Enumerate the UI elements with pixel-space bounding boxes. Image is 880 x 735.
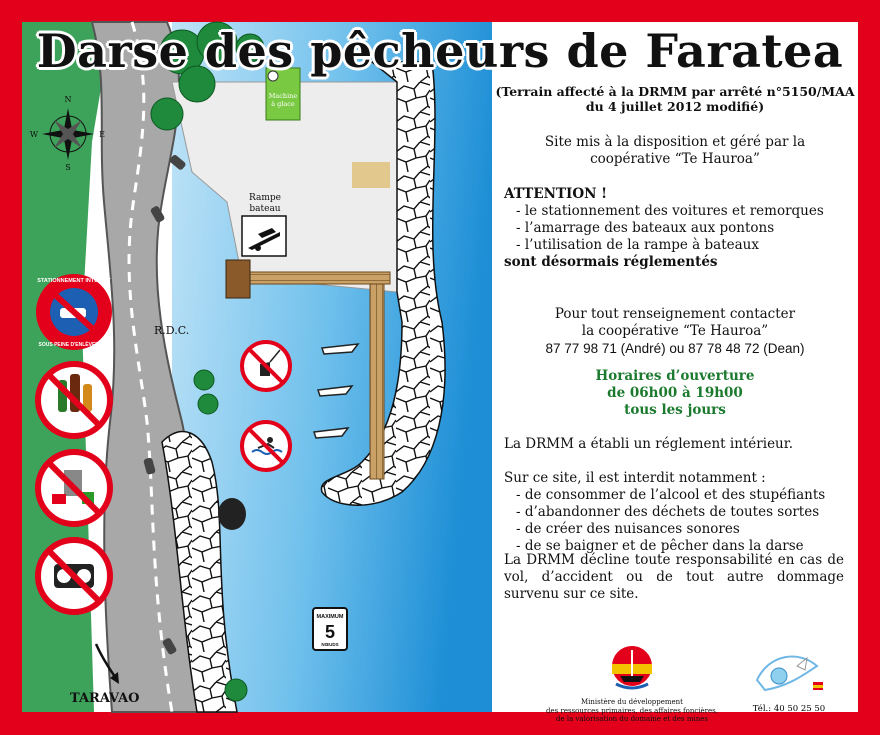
ministry-line: Ministère du développement	[580, 698, 683, 706]
compass-n: N	[64, 95, 72, 104]
contact-phones: 87 77 98 71 (André) ou 87 78 48 72 (Dean)	[545, 341, 805, 356]
info-panel	[492, 80, 858, 723]
polynesia-emblem-icon	[610, 642, 654, 692]
speed-sign-top: MAXIMUM	[316, 614, 344, 620]
attention-item: - l’utilisation de la rampe à bateaux	[516, 237, 759, 253]
hours-line: Horaires d’ouverture	[595, 368, 755, 384]
no-swimming-sign-icon	[242, 422, 290, 470]
rules-note: La DRMM a établi un réglement intérieur.	[504, 436, 794, 452]
drmm-block	[744, 646, 834, 714]
site-management	[492, 134, 858, 168]
compass-s: S	[65, 163, 71, 172]
no-noise-sign-icon	[38, 540, 110, 612]
affectation-line: (Terrain affecté à la DRMM par arrêté n°5150/MAA	[495, 84, 855, 99]
contact-line: la coopérative “Te Hauroa”	[581, 323, 769, 339]
boat-ramp-icon	[242, 216, 286, 256]
boat-ramp-label-2: bateau	[249, 204, 281, 214]
page-title: Darse des pêcheurs de Faratea	[36, 24, 844, 78]
taravao-label: TARAVAO	[70, 691, 140, 706]
forbidden-item: - de consommer de l’alcool et des stupéfiants	[516, 487, 826, 503]
speed-sign-value: 5	[324, 622, 336, 642]
contact-line: Pour tout renseignement contacter	[554, 306, 796, 322]
drmm-fish-logo-icon	[749, 646, 829, 698]
disclaimer: La DRMM décline toute responsabilité en cas de vol, d’accident ou de tout autre dommage survenu sur ce site.	[504, 552, 844, 602]
ministry-line: des ressources primaires, des affaires foncières,	[546, 706, 718, 715]
no-fishing-sign-icon	[242, 342, 290, 390]
forbidden-block	[504, 470, 854, 555]
no-parking-top-text: STATIONNEMENT INTERDIT	[37, 278, 111, 284]
compass-e: E	[99, 130, 105, 139]
affectation-line: du 4 juillet 2012 modifié)	[585, 99, 765, 114]
ice-machine-label-1: Machine	[268, 92, 298, 100]
no-parking-sign-icon	[36, 274, 112, 350]
attention-item: - le stationnement des voitures et remorques	[516, 203, 824, 219]
sign-board	[22, 22, 858, 723]
attention-heading: ATTENTION !	[504, 186, 608, 202]
site-line: Site mis à la disposition et géré par la	[544, 134, 806, 150]
attention-item: - l’amarrage des bateaux aux pontons	[516, 220, 775, 236]
hours-line: de 06h00 à 19h00	[607, 385, 743, 401]
ministry-line: de la valorisation du domaine et des mines	[556, 715, 708, 723]
forbidden-item: - de créer des nuisances sonores	[516, 521, 740, 537]
no-alcohol-sign-icon	[38, 364, 110, 436]
site-map	[22, 22, 492, 712]
compass-w: W	[29, 130, 39, 139]
road-label: R.D.C.	[154, 324, 190, 337]
attention-footer: sont désormais réglementés	[504, 254, 718, 270]
no-littering-sign-icon	[38, 452, 110, 524]
forbidden-item: - de se baigner et de pêcher dans la darse	[516, 538, 804, 554]
forbidden-intro: Sur ce site, il est interdit notamment :	[504, 470, 766, 486]
no-parking-bottom-text: SOUS PEINE D'ENLÈVEMENT	[38, 342, 110, 348]
hours-line: tous les jours	[624, 402, 726, 418]
contact-block	[492, 306, 858, 357]
opening-hours	[492, 368, 858, 419]
ministry-block	[532, 642, 732, 724]
site-line: coopérative “Te Hauroa”	[590, 151, 760, 167]
telephone: Tél.: 40 50 25 50	[752, 704, 826, 714]
forbidden-item: - d’abandonner des déchets de toutes sortes	[516, 504, 820, 520]
affectation-note	[492, 84, 858, 114]
boat-ramp-label-1: Rampe	[249, 193, 281, 203]
attention-block	[504, 186, 854, 271]
speed-sign-unit: NŒUDS	[321, 642, 339, 647]
ice-machine-label-2: à glace	[271, 100, 295, 108]
